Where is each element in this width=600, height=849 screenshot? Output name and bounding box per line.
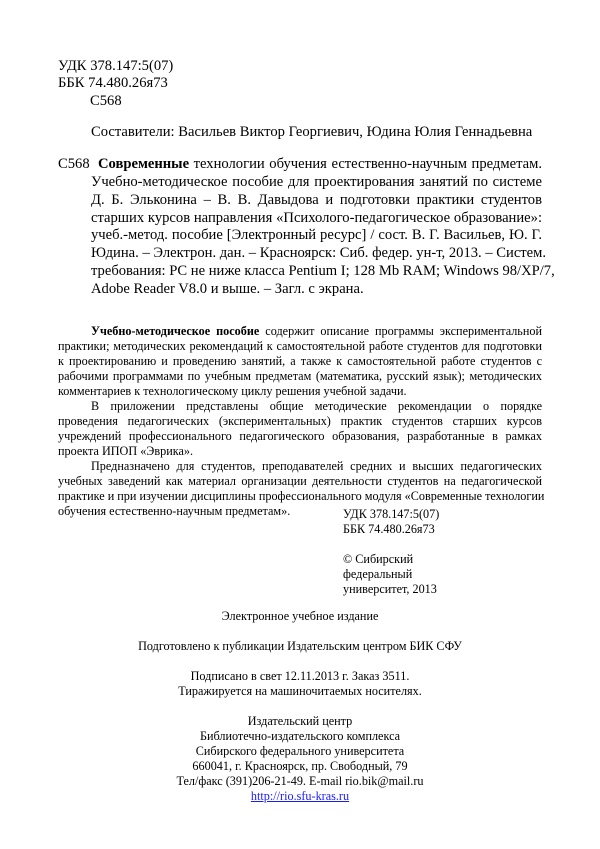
biblio-line-7: требования: PC не ниже класса Pentium I; 128 Mb RAM; Windows 98/XP/7, [91, 263, 555, 279]
biblio-line-6: Юдина. – Электрон. дан. – Красноярск: Сиб. федер. ун-т, 2013. – Систем. [91, 245, 547, 261]
prepared-by: Подготовлено к публикации Издательским центром БИК СФУ [138, 639, 462, 653]
copyright-line-2: федеральный [343, 567, 413, 581]
audience-line-4: обучения естественно-научным предметам». [58, 504, 291, 518]
publisher-address: 660041, г. Красноярск, пр. Свободный, 79 [192, 759, 408, 773]
abstract-line-4: рабочими программами по учебным предметам (математика, русский язык); методических [58, 369, 542, 383]
biblio-line-2: Учебно-методическое пособие для проектирования занятий по системе [91, 174, 542, 190]
abstract-bold-lead: Учебно-методическое пособие [91, 324, 260, 338]
author-mark: С568 [90, 93, 122, 109]
biblio-title-bold: Современные [98, 156, 190, 172]
appendix-line-3: учреждений профессионального педагогического образования, разработанные в рамках [58, 429, 542, 443]
biblio-title-rest: технологии обучения естественно-научным предметам. [189, 156, 542, 172]
audience-line-2: учебных заведений как материал организации деятельности студентов на педагогической [58, 474, 542, 488]
biblio-code: С568 [58, 156, 90, 172]
appendix-line-1: В приложении представлены общие методические рекомендации о порядке [91, 399, 542, 413]
right-udk-code: УДК 378.147:5(07) [343, 507, 440, 521]
udk-code: УДК 378.147:5(07) [58, 58, 174, 74]
abstract-line-2: практики; методических рекомендаций к самостоятельной работе студентов для подготовки [58, 339, 542, 353]
copies-note: Тиражируется на машиночитаемых носителях. [178, 684, 422, 698]
appendix-line-2: проведения педагогических (экспериментальных) практик студентов старших курсов [58, 414, 542, 428]
biblio-line-8: Adobe Reader V8.0 и выше. – Загл. с экрана. [91, 281, 364, 297]
audience-line-3: практике и при изучении дисциплины профессионального модуля «Современные технологии [58, 489, 545, 503]
abstract-line-5: комментариев к технологическому циклу решения учебной задачи. [58, 384, 407, 398]
publisher-url-row [0, 789, 600, 804]
right-bbk-code: ББК 74.480.26я73 [343, 522, 435, 536]
publisher-line-1: Издательский центр [247, 714, 353, 728]
biblio-line-1 [98, 156, 542, 174]
abstract-line-1 [91, 324, 542, 339]
edition-type: Электронное учебное издание [221, 609, 379, 623]
biblio-line-3: Д. Б. Эльконина – В. В. Давыдова и подготовки практики студентов [91, 192, 542, 208]
biblio-line-4: старших курсов направления «Психолого-педагогическое образование»: [91, 210, 542, 226]
copyright-line-1: © Сибирский [343, 552, 414, 566]
publisher-line-3: Сибирского федерального университета [195, 744, 405, 758]
abstract-lead-rest: содержит описание программы экспериментальной [259, 324, 543, 338]
biblio-line-5: учеб.-метод. пособие [Электронный ресурс] / сост. В. Г. Васильев, Ю. Г. [91, 227, 542, 243]
compilers-line: Составители: Васильев Виктор Георгиевич, Юдина Юлия Геннадьевна [91, 124, 533, 140]
publisher-url-link[interactable]: http://rio.sfu-kras.ru [250, 789, 350, 803]
abstract-line-3: к проектированию и проведению занятий, а также к самостоятельной работе студентов с [58, 354, 542, 368]
publisher-contacts: Тел/факс (391)206-21-49. E-mail rio.bik@mail.ru [176, 774, 424, 788]
copyright-line-3: университет, 2013 [343, 582, 437, 596]
signed-for-release: Подписано в свет 12.11.2013 г. Заказ 3511. [190, 669, 410, 683]
audience-line-1: Предназначено для студентов, преподавателей средних и высших педагогических [91, 459, 542, 473]
appendix-line-4: проекта ИПОП «Эврика». [58, 444, 194, 458]
bbk-code: ББК 74.480.26я73 [58, 75, 168, 91]
publisher-line-2: Библиотечно-издательского комплекса [199, 729, 401, 743]
